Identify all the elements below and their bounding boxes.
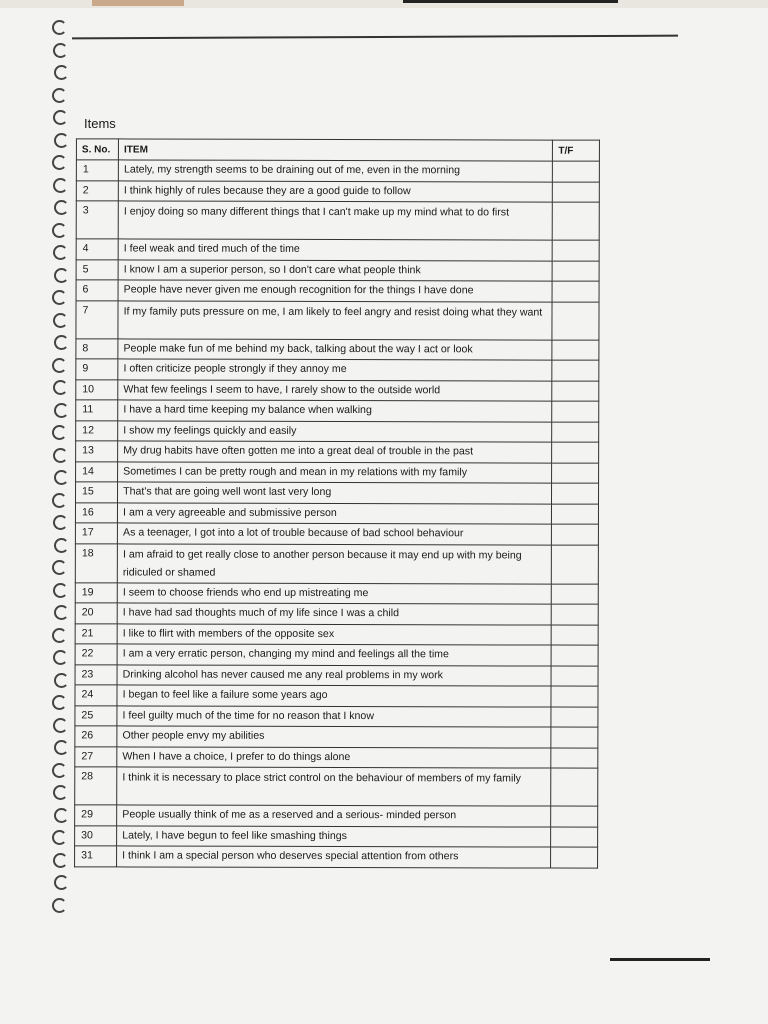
true-false-answer-cell[interactable] [551, 727, 598, 748]
table-row [76, 400, 599, 422]
serial-number-cell: 6 [76, 280, 118, 301]
table-row [75, 767, 598, 806]
binding-holes [52, 20, 74, 980]
item-statement-cell: Other people envy my abilities [117, 726, 551, 748]
item-statement-cell: When I have a choice, I prefer to do things alone [117, 746, 551, 768]
binding-hole-icon [54, 875, 69, 890]
item-statement-cell: I feel guilty much of the time for no reason that I know [117, 705, 551, 727]
serial-number-cell: 31 [75, 846, 117, 867]
table-row [76, 180, 599, 202]
item-statement-cell: I like to flirt with members of the opposite sex [117, 623, 551, 645]
serial-number-cell: 3 [76, 201, 118, 239]
bottom-edge-line [610, 958, 710, 961]
binding-hole-icon [53, 515, 68, 530]
table-row [75, 623, 598, 645]
binding-hole-icon [53, 43, 68, 58]
binding-hole-icon [52, 88, 67, 103]
table-row [76, 259, 599, 281]
serial-number-cell: 1 [76, 160, 118, 181]
serial-number-cell: 5 [76, 259, 118, 280]
true-false-answer-cell[interactable] [553, 161, 600, 182]
table-row [75, 746, 598, 768]
serial-number-cell: 4 [76, 239, 118, 260]
header-true-false: T/F [553, 140, 600, 161]
header-serial-number: S. No. [76, 139, 118, 160]
serial-number-cell: 9 [76, 359, 118, 380]
serial-number-cell: 14 [76, 461, 118, 482]
serial-number-cell: 12 [76, 420, 118, 441]
true-false-answer-cell[interactable] [553, 261, 600, 282]
binding-hole-icon [52, 290, 67, 305]
table-row [75, 664, 598, 686]
items-table-body [75, 160, 600, 868]
table-row [75, 846, 598, 868]
binding-hole-icon [53, 380, 68, 395]
true-false-answer-cell[interactable] [551, 686, 598, 707]
binding-hole-icon [52, 493, 67, 508]
binding-hole-icon [53, 448, 68, 463]
item-statement-cell: Sometimes I can be pretty rough and mean in my relations with my family [118, 461, 552, 483]
binding-hole-icon [52, 628, 67, 643]
item-statement-cell: As a teenager, I got into a lot of trouble because of bad school behaviour [117, 523, 551, 545]
true-false-answer-cell[interactable] [552, 463, 599, 484]
item-statement-cell: People make fun of me behind my back, talking about the way I act or look [118, 338, 552, 360]
serial-number-cell: 18 [75, 543, 117, 582]
table-row [76, 482, 599, 504]
true-false-answer-cell[interactable] [552, 340, 599, 361]
true-false-answer-cell[interactable] [551, 768, 598, 806]
serial-number-cell: 19 [75, 582, 117, 603]
binding-hole-icon [54, 335, 69, 350]
binding-hole-icon [52, 763, 67, 778]
true-false-answer-cell[interactable] [552, 422, 599, 443]
true-false-answer-cell[interactable] [551, 666, 598, 687]
table-row [76, 420, 599, 442]
table-row [76, 201, 599, 240]
binding-hole-icon [54, 740, 69, 755]
header-item: ITEM [118, 139, 552, 161]
true-false-answer-cell[interactable] [551, 748, 598, 769]
serial-number-cell: 20 [75, 603, 117, 624]
true-false-answer-cell[interactable] [552, 545, 599, 584]
serial-number-cell: 30 [75, 825, 117, 846]
binding-hole-icon [54, 673, 69, 688]
binding-hole-icon [53, 178, 68, 193]
true-false-answer-cell[interactable] [551, 806, 598, 827]
item-statement-cell: I began to feel like a failure some years ago [117, 685, 551, 707]
binding-hole-icon [52, 20, 67, 35]
item-statement-cell: Drinking alcohol has never caused me any real problems in my work [117, 664, 551, 686]
paper-scrap [92, 0, 184, 6]
binding-hole-icon [53, 650, 68, 665]
item-statement-cell: What few feelings I seem to have, I rarely show to the outside world [118, 379, 552, 401]
serial-number-cell: 23 [75, 664, 117, 685]
table-row [75, 523, 598, 545]
true-false-answer-cell[interactable] [552, 483, 599, 504]
binding-hole-icon [52, 695, 67, 710]
item-statement-cell: I seem to choose friends who end up mistreating me [117, 582, 551, 604]
true-false-answer-cell[interactable] [552, 625, 599, 646]
table-row [75, 502, 598, 524]
serial-number-cell: 2 [76, 180, 118, 201]
item-statement-cell: I enjoy doing so many different things that I can't make up my mind what to do first [118, 201, 552, 240]
true-false-answer-cell[interactable] [552, 381, 599, 402]
serial-number-cell: 21 [75, 623, 117, 644]
true-false-answer-cell[interactable] [551, 847, 598, 868]
item-statement-cell: My drug habits have often gotten me into a great deal of trouble in the past [118, 441, 552, 463]
item-statement-cell: I think I am a special person who deserves special attention from others [117, 846, 551, 868]
table-row [76, 359, 599, 381]
serial-number-cell: 17 [75, 523, 117, 544]
true-false-answer-cell[interactable] [552, 645, 599, 666]
table-row [75, 543, 598, 583]
table-row [75, 726, 598, 748]
item-statement-cell: People usually think of me as a reserved and a serious- minded person [117, 805, 551, 827]
item-statement-cell: I show my feelings quickly and easily [118, 420, 552, 442]
item-statement-cell: I have had sad thoughts much of my life since I was a child [117, 603, 551, 625]
item-statement-cell: I am a very erratic person, changing my mind and feelings all the time [117, 644, 551, 666]
binding-hole-icon [53, 110, 68, 125]
binding-hole-icon [52, 898, 67, 913]
binding-hole-icon [54, 538, 69, 553]
binding-hole-icon [54, 200, 69, 215]
true-false-answer-cell[interactable] [552, 360, 599, 381]
binding-hole-icon [54, 605, 69, 620]
table-row [76, 239, 599, 261]
serial-number-cell: 16 [75, 502, 117, 523]
binding-hole-icon [53, 785, 68, 800]
item-statement-cell: I feel weak and tired much of the time [118, 239, 552, 261]
binding-hole-icon [54, 470, 69, 485]
table-row [75, 582, 598, 604]
table-row [76, 160, 599, 182]
item-statement-cell: I think it is necessary to place strict control on the behaviour of members of my family [117, 767, 551, 806]
true-false-answer-cell[interactable] [553, 202, 600, 240]
table-row [76, 441, 599, 463]
binding-hole-icon [53, 313, 68, 328]
item-statement-cell: I am a very agreeable and submissive person [118, 502, 552, 524]
binding-hole-icon [52, 830, 67, 845]
table-row [76, 461, 599, 483]
serial-number-cell: 8 [76, 338, 118, 359]
true-false-answer-cell[interactable] [552, 584, 599, 605]
item-statement-cell: Lately, my strength seems to be draining out of me, even in the morning [118, 160, 552, 182]
serial-number-cell: 22 [75, 644, 117, 665]
true-false-answer-cell[interactable] [552, 604, 599, 625]
binding-hole-icon [54, 268, 69, 283]
true-false-answer-cell[interactable] [552, 524, 599, 545]
items-table [74, 138, 600, 868]
table-row [75, 685, 598, 707]
table-header-row [76, 139, 599, 161]
binding-hole-icon [52, 223, 67, 238]
table-row [75, 644, 598, 666]
binding-hole-icon [52, 358, 67, 373]
true-false-answer-cell[interactable] [552, 504, 599, 525]
true-false-answer-cell[interactable] [552, 281, 599, 302]
binding-hole-icon [53, 583, 68, 598]
serial-number-cell: 28 [75, 767, 117, 805]
true-false-answer-cell[interactable] [553, 240, 600, 261]
item-statement-cell: I often criticize people strongly if they annoy me [118, 359, 552, 381]
true-false-answer-cell[interactable] [552, 442, 599, 463]
item-statement-cell: I know I am a superior person, so I don't care what people think [118, 259, 552, 281]
binding-hole-icon [54, 65, 69, 80]
header-rule [72, 35, 678, 40]
serial-number-cell: 27 [75, 746, 117, 767]
binding-hole-icon [53, 245, 68, 260]
binding-hole-icon [54, 808, 69, 823]
table-row [75, 805, 598, 827]
table-row [75, 603, 598, 625]
serial-number-cell: 7 [76, 300, 118, 338]
true-false-answer-cell[interactable] [551, 827, 598, 848]
true-false-answer-cell[interactable] [552, 401, 599, 422]
binding-hole-icon [52, 425, 67, 440]
serial-number-cell: 13 [76, 441, 118, 462]
binding-hole-icon [54, 403, 69, 418]
table-row [76, 300, 599, 339]
true-false-answer-cell[interactable] [553, 182, 600, 203]
table-row [76, 379, 599, 401]
table-row [75, 825, 598, 847]
items-heading: Items [84, 116, 116, 131]
serial-number-cell: 29 [75, 805, 117, 826]
serial-number-cell: 25 [75, 705, 117, 726]
table-row [76, 280, 599, 302]
table-row [76, 338, 599, 360]
binding-hole-icon [53, 853, 68, 868]
serial-number-cell: 11 [76, 400, 118, 421]
serial-number-cell: 15 [76, 482, 118, 503]
binding-hole-icon [52, 155, 67, 170]
item-statement-cell: I have a hard time keeping my balance when walking [118, 400, 552, 422]
item-statement-cell: If my family puts pressure on me, I am likely to feel angry and resist doing what they want [118, 300, 552, 339]
true-false-answer-cell[interactable] [552, 302, 599, 340]
serial-number-cell: 26 [75, 726, 117, 747]
serial-number-cell: 10 [76, 379, 118, 400]
top-edge-line [403, 0, 618, 3]
item-statement-cell: I think highly of rules because they are a good guide to follow [118, 180, 552, 202]
item-statement-cell: That's that are going well wont last very long [118, 482, 552, 504]
item-statement-cell: Lately, I have begun to feel like smashing things [117, 825, 551, 847]
binding-hole-icon [53, 718, 68, 733]
serial-number-cell: 24 [75, 685, 117, 706]
true-false-answer-cell[interactable] [551, 707, 598, 728]
item-statement-cell: I am afraid to get really close to another person because it may end up with my being ridiculed or shamed [117, 543, 551, 583]
item-statement-cell: People have never given me enough recognition for the things I have done [118, 280, 552, 302]
binding-hole-icon [54, 133, 69, 148]
binding-hole-icon [52, 560, 67, 575]
table-row [75, 705, 598, 727]
